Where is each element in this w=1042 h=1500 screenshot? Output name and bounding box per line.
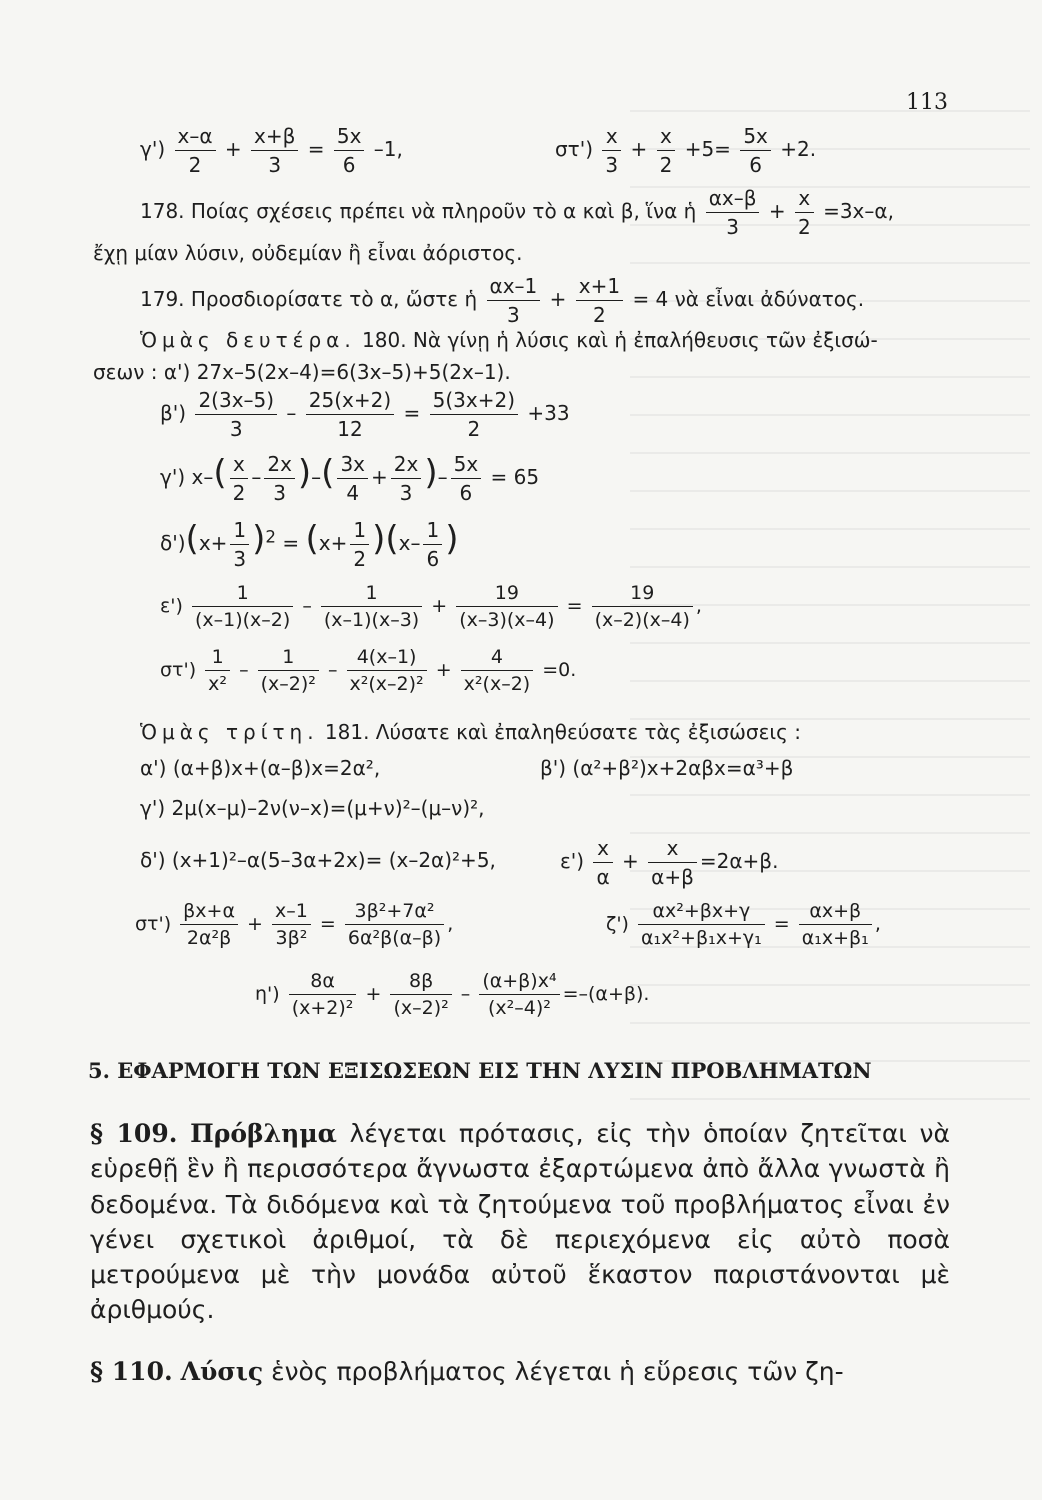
- fraction: $\frac{1}{(x-1)(x-3)}$: [321, 582, 422, 631]
- exercise-180-stigma: στ') $\frac{1}{\text{x²}}$ – $\frac{1}{\text{(x–2)²}}$ – $\frac{4(x-1)}{\text{x²(x–2)²}}$ + $\frac{4}{\text{x²(x–2)}}$ =0.: [160, 646, 577, 695]
- paragraph-109: [90, 1116, 950, 1328]
- fraction: $\frac{5x}{6}$: [334, 124, 365, 177]
- fraction: $\frac{5(3x+2)}{2}$: [430, 388, 518, 441]
- fraction: $\frac{8\alpha}{\text{(x+2)²}}$: [289, 970, 357, 1019]
- fraction: $\frac{x-\alpha}{2}$: [175, 124, 216, 177]
- fraction: $\frac{25(x+2)}{12}$: [306, 388, 394, 441]
- fraction: $\frac{2x}{3}$: [264, 452, 295, 505]
- fraction: $\frac{1}{\text{(x–2)²}}$: [258, 646, 319, 695]
- group-2-title: Ὁμὰς δευτέρα.: [140, 328, 356, 352]
- fraction: $\frac{x+\beta}{3}$: [251, 124, 298, 177]
- exercise-181-stigma: στ') $\frac{\beta x+\alpha}{\text{2α²β}}$ + $\frac{x-1}{\text{3β²}}$ = $\frac{\text{3β²+7α²}}{\text{6α²β(α–β)}}$ ,: [135, 900, 454, 949]
- fraction: $\frac{1}{3}$: [230, 518, 249, 571]
- fraction: $\frac{5x}{6}$: [451, 452, 482, 505]
- fraction: $\frac{8\beta}{\text{(x–2)²}}$: [390, 970, 451, 1019]
- fraction: $\frac{1}{2}$: [350, 518, 369, 571]
- exercise-180-gamma: γ') x–( $\frac{x}{2}$ – $\frac{2x}{3}$ )–( $\frac{3x}{4}$ + $\frac{2x}{3}$ )– $\frac{5x}{6}$ = 65: [160, 452, 540, 505]
- fraction: $\frac{19}{(x-3)(x-4)}$: [456, 582, 557, 631]
- group-3-header: Ὁμὰς τρίτη. 181. Λύσατε καὶ ἐπαληθεύσατε τὰς ἐξισώσεις :: [140, 720, 802, 744]
- fraction: $\frac{2x}{3}$: [391, 452, 422, 505]
- exercise-180-beta: β') $\frac{2(3x-5)}{3}$ – $\frac{25(x+2)}{12}$ = $\frac{5(3x+2)}{2}$ +33: [160, 388, 570, 441]
- group-3-title: Ὁμὰς τρίτη.: [140, 720, 319, 744]
- fraction: $\frac{19}{(x-2)(x-4)}$: [592, 582, 693, 631]
- fraction: $\frac{1}{6}$: [423, 518, 442, 571]
- fraction: $\frac{\text{αx²+βx+γ}}{\text{α₁x²+β₁x+γ₁}}$: [638, 900, 765, 949]
- paragraph-110-term: Λύσις: [180, 1357, 264, 1386]
- exercise-180-delta: δ')(x+ $\frac{1}{3}$ )$^2$ = (x+ $\frac{1}{2}$ )(x– $\frac{1}{6}$ ): [160, 518, 459, 571]
- fraction: $\frac{x}{2}$: [657, 124, 676, 177]
- fraction: $\frac{\beta x+\alpha}{\text{2α²β}}$: [180, 900, 238, 949]
- fraction: $\frac{x}{2}$: [795, 186, 814, 239]
- fraction: $\frac{x+1}{2}$: [576, 274, 623, 327]
- group-2-header: Ὁμὰς δευτέρα. 180. Νὰ γίνῃ ἡ λύσις καὶ ἡ ἐπαλήθευσις τῶν ἐξισώ-: [140, 328, 878, 352]
- fraction: $\frac{1}{\text{x²}}$: [205, 646, 230, 695]
- exercise-180-epsilon: ε') $\frac{1}{(x-1)(x-2)}$ – $\frac{1}{(x-1)(x-3)}$ + $\frac{19}{(x-3)(x-4)}$ = $\frac{19}{(x-2)(x-4)}$ ,: [160, 582, 702, 631]
- exercise-181-alpha: α') (α+β)x+(α–β)x=2α²,: [140, 756, 381, 780]
- fraction: $\frac{\alpha x-1}{3}$: [487, 274, 541, 327]
- fraction: $\frac{x}{3}$: [602, 124, 621, 177]
- fraction: $\frac{2(3x-5)}{3}$: [195, 388, 277, 441]
- exercise-181-epsilon: ε') $\frac{x}{\alpha}$ + $\frac{x}{\alpha+\beta}$ =2α+β.: [560, 836, 779, 889]
- exercise-181-delta: δ') (x+1)²–α(5–3α+2x)= (x–2α)²+5,: [140, 848, 496, 872]
- paragraph-109-number: § 109.: [90, 1119, 178, 1148]
- section-heading: 5. ΕΦΑΡΜΟΓΗ ΤΩΝ ΕΞΙΣΩΣΕΩΝ ΕΙΣ ΤΗΝ ΛΥΣΙΝ ΠΡΟΒΛΗΜΑΤΩΝ: [88, 1058, 872, 1083]
- fraction: $\frac{\text{(α+β)x⁴}}{\text{(x²–4)²}}$: [479, 970, 559, 1019]
- exercise-177-gamma: γ') $\frac{x-\alpha}{2}$ + $\frac{x+\beta}{3}$ = $\frac{5x}{6}$ –1,: [140, 124, 403, 177]
- page-number: 113: [906, 90, 948, 115]
- paragraph-109-text: λέγεται πρότασις, εἰς τὴν ὁποίαν ζητεῖται νὰ εὑρεθῇ ἓν ἢ περισσότερα ἄγνωστα ἐξαρτώμενα ἀπὸ ἄλλα γνωστὰ ἢ δεδομένα. Τὰ διδόμενα καὶ τὰ ζητούμενα τοῦ προβλήματος εἶναι ἐν γένει σχετικοὶ ἀριθμοί, τὰ δὲ περιεχόμενα εἰς αὐτὸ ποσὰ μετρούμενα μὲ τὴν μονάδα αὐτοῦ ἕκαστον παριστάνονται μὲ ἀριθμούς.: [90, 1119, 950, 1325]
- fraction: $\frac{\text{3β²+7α²}}{\text{6α²β(α–β)}}$: [345, 900, 444, 949]
- fraction: $\frac{3x}{4}$: [337, 452, 368, 505]
- fraction: $\frac{x-1}{\text{3β²}}$: [272, 900, 311, 949]
- fraction: $\frac{1}{(x-1)(x-2)}$: [192, 582, 293, 631]
- exercise-181-gamma: γ') 2μ(x–μ)–2ν(ν–x)=(μ+ν)²–(μ–ν)²,: [140, 796, 485, 820]
- paragraph-110-text: ἑνὸς προβλήματος λέγεται ἡ εὕρεσις τῶν ζη-: [271, 1357, 844, 1386]
- exercise-178-continuation: ἔχῃ μίαν λύσιν, οὐδεμίαν ἢ εἶναι ἀόριστος.: [93, 241, 523, 265]
- exercise-181-beta: β') (α²+β²)x+2αβx=α³+β: [540, 756, 794, 780]
- paragraph-110-number: § 110.: [90, 1357, 173, 1386]
- fraction: $\frac{\alpha x+\beta}{\text{α₁x+β₁}}$: [799, 900, 872, 949]
- exercise-181-zeta: ζ') $\frac{\text{αx²+βx+γ}}{\text{α₁x²+β₁x+γ₁}}$ = $\frac{\alpha x+\beta}{\text{α₁x+β₁}}$ ,: [606, 900, 881, 949]
- exercise-179: 179. Προσδιορίσατε τὸ α, ὥστε ἡ $\frac{\alpha x-1}{3}$ + $\frac{x+1}{2}$ = 4 νὰ εἶναι ἀδύνατος.: [140, 274, 865, 327]
- paragraph-109-term: Πρόβλημα: [190, 1119, 337, 1148]
- fraction: $\frac{4(x-1)}{\text{x²(x–2)²}}$: [347, 646, 427, 695]
- fraction: $\frac{x}{2}$: [230, 452, 249, 505]
- exercise-177-stigma: στ') $\frac{x}{3}$ + $\frac{x}{2}$ +5= $\frac{5x}{6}$ +2.: [555, 124, 817, 177]
- exercise-178: 178. Ποίας σχέσεις πρέπει νὰ πληροῦν τὸ α καὶ β, ἵνα ἡ $\frac{\alpha x-\beta}{3}$ + $\frac{x}{2}$ =3x–α,: [140, 186, 894, 239]
- fraction: $\frac{\alpha x-\beta}{3}$: [706, 186, 760, 239]
- fraction: $\frac{x}{\alpha+\beta}$: [648, 836, 697, 889]
- exercise-180-alpha: σεων : α') 27x–5(2x–4)=6(3x–5)+5(2x–1).: [93, 360, 511, 384]
- paragraph-110: [90, 1354, 950, 1389]
- fraction: $\frac{5x}{6}$: [740, 124, 771, 177]
- fraction: $\frac{x}{\alpha}$: [593, 836, 612, 889]
- exercise-181-eta: η') $\frac{8\alpha}{\text{(x+2)²}}$ + $\frac{8\beta}{\text{(x–2)²}}$ – $\frac{\text{(α+β)x⁴}}{\text{(x²–4)²}}$ =–(α+β).: [255, 970, 650, 1019]
- fraction: $\frac{4}{\text{x²(x–2)}}$: [461, 646, 534, 695]
